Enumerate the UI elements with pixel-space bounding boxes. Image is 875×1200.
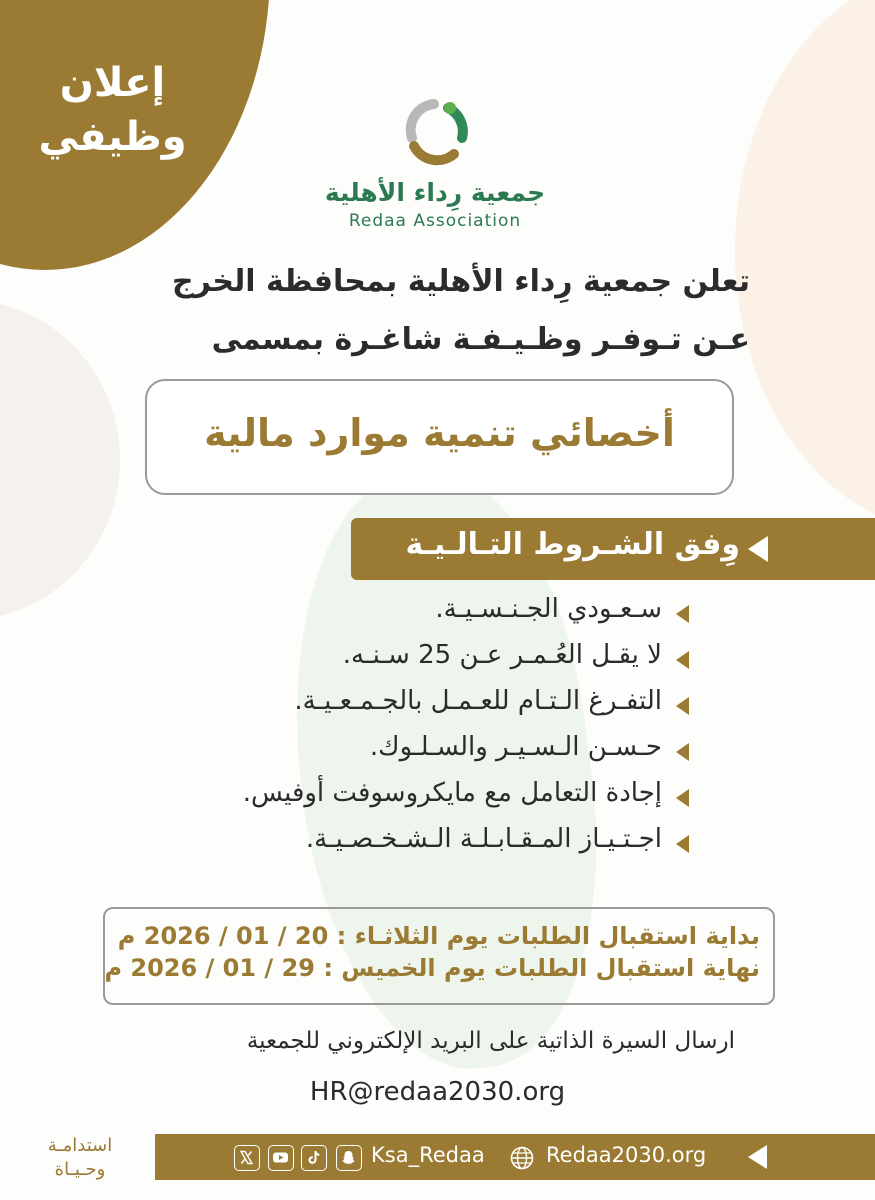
social-handle[interactable]: Ksa_Redaa [371, 1143, 485, 1167]
announcement-line-2: وظيفي [38, 114, 187, 160]
job-title: أخصائي تنمية موارد مالية [204, 411, 675, 455]
bullet-arrow-icon [676, 835, 689, 853]
requirement-item: اجـتـيـاز المـقـابـلـة الـشـخـصـيـة. [305, 824, 662, 854]
bullet-arrow-icon [676, 789, 689, 807]
requirement-item: التفـرغ الـتـام للعـمـل بالجـمـعـيـة. [294, 686, 662, 716]
snapchat-icon[interactable] [336, 1145, 362, 1171]
requirement-item: إجادة التعامل مع مايكروسوفت أوفيس. [242, 778, 662, 808]
headline-line-2: عـن تـوفـر وظـيـفـة شاغـرة بمسمى [211, 322, 750, 357]
decorative-blob-left [0, 300, 120, 620]
announcement-label [20, 56, 205, 164]
decorative-blob-right [735, 0, 875, 530]
slogan-line-2: وحـيـاة [54, 1159, 106, 1180]
youtube-icon[interactable] [268, 1145, 294, 1171]
x-icon[interactable] [234, 1145, 260, 1171]
end-date: نهاية استقبال الطلبات يوم الخميس : 29 / 01 / 2026 م [104, 954, 760, 982]
bullet-arrow-icon [676, 697, 689, 715]
logo-arabic-name: جمعية رِداء الأهلية [324, 178, 546, 207]
slogan-line-1: استدامـة [47, 1135, 113, 1156]
globe-icon [509, 1145, 535, 1171]
job-title-box [145, 379, 734, 495]
headline-line-1: تعلن جمعية رِداء الأهلية بمحافظة الخرج [172, 264, 750, 299]
cv-instruction: ارسال السيرة الذاتية على البريد الإلكتروني للجمعية [246, 1028, 735, 1054]
start-date: بداية استقبال الطلبات يوم الثلاثـاء : 20 / 01 / 2026 م [117, 922, 760, 950]
conditions-heading: وِفق الشـروط التـالـيـة [405, 527, 740, 562]
bullet-arrow-icon [676, 605, 689, 623]
website-link[interactable]: Redaa2030.org [546, 1143, 707, 1167]
tiktok-icon[interactable] [301, 1145, 327, 1171]
slogan [20, 1134, 140, 1182]
requirement-item: حـسـن الـسـيـر والسـلـوك. [369, 732, 662, 762]
announcement-line-1: إعلان [59, 60, 166, 106]
requirement-item: لا يقـل العُـمـر عـن 25 سـنـه. [342, 640, 662, 670]
bullet-arrow-icon [676, 651, 689, 669]
requirement-item: سـعـودي الجـنـسـيـة. [435, 594, 662, 624]
banner-arrow-icon [748, 536, 768, 562]
email-link[interactable]: HR@redaa2030.org [309, 1077, 566, 1107]
logo-english-name: Redaa Association [348, 211, 522, 231]
footer-arrow-icon [748, 1145, 767, 1169]
bullet-arrow-icon [676, 743, 689, 761]
redaa-logo-icon [398, 92, 474, 168]
